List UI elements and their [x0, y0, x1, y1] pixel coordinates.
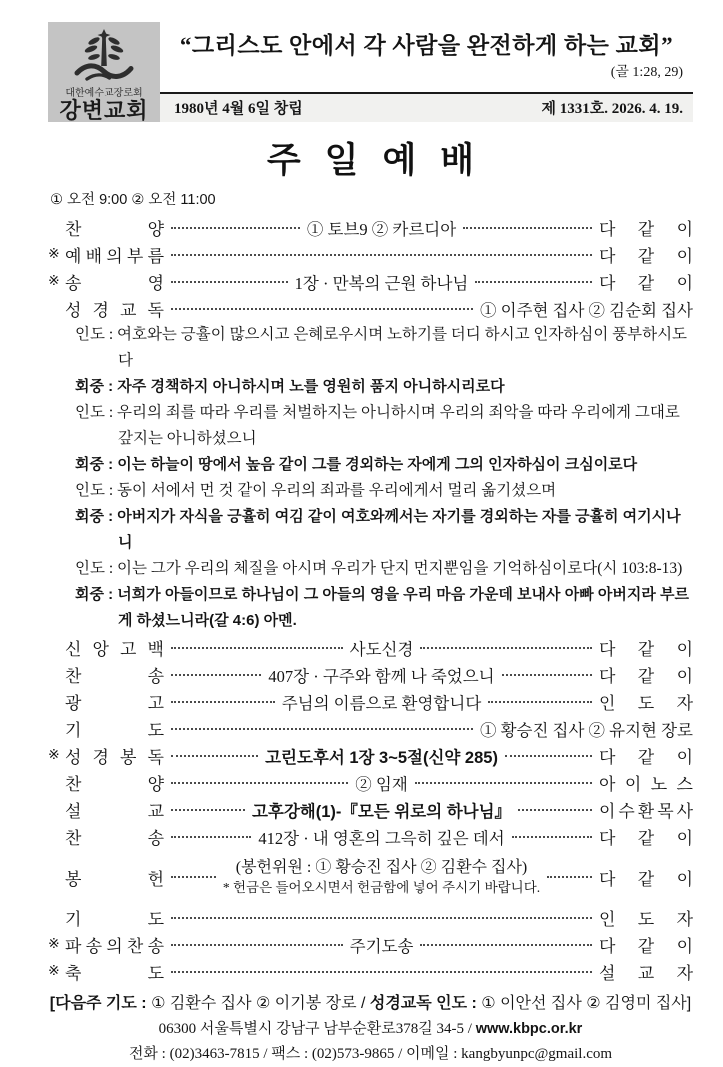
char: 기: [65, 910, 82, 929]
row-center: 주기도송: [349, 936, 414, 956]
char: 다: [599, 667, 616, 686]
char: 교: [147, 802, 164, 821]
char: 찬: [126, 937, 144, 956]
order-row: [48, 295, 693, 322]
dotted-leader: [518, 809, 592, 811]
row-label: [65, 865, 164, 890]
char: 이: [676, 247, 693, 266]
dotted-leader: [171, 254, 592, 256]
char: 설: [65, 802, 82, 821]
char: 도: [147, 721, 164, 740]
char: 송: [147, 937, 164, 956]
char: 도: [637, 694, 655, 713]
char: 이: [624, 775, 642, 794]
church-name: 강변교회: [59, 98, 149, 123]
reading-line-leader: 인도 : 여호와는 긍휼이 많으시고 은혜로우시며 노하기를 더디 하시고 인자하심이 풍부하시도다: [75, 326, 688, 369]
order-row: [48, 742, 693, 769]
next-week-note: [48, 990, 693, 1013]
char: 찬: [65, 829, 82, 848]
char: 봉: [65, 869, 82, 889]
row-label: [65, 932, 164, 957]
tree-waves-icon: [73, 28, 135, 82]
reading-line-congregation: 회중 : 너희가 아들이므로 하나님이 그 아들의 영을 우리 마음 가운데 보내사 아빠 아버지라 부르게 하셨느니라(갈 4:6) 아멘.: [75, 586, 689, 629]
row-label: [65, 797, 164, 822]
char: 이: [676, 220, 694, 239]
row-center: ② 임재: [355, 774, 408, 794]
char: 이: [676, 829, 694, 848]
char: 양: [147, 220, 164, 239]
char: 름: [147, 247, 164, 266]
char: 고: [120, 640, 137, 659]
row-center: 사도신경: [349, 639, 414, 659]
header: [48, 22, 693, 122]
char: 봉: [120, 748, 137, 767]
dotted-leader: [171, 647, 343, 649]
row-label: [65, 959, 164, 984]
char: 경: [92, 748, 109, 767]
char: 인: [599, 694, 616, 713]
char: 의: [106, 937, 123, 956]
char: 수: [618, 802, 635, 821]
char: 교: [120, 301, 137, 320]
row-label: [65, 269, 164, 294]
char: 독: [147, 748, 164, 767]
row-center: [223, 857, 540, 897]
order-row: [48, 634, 693, 661]
char: 이: [676, 869, 693, 889]
order-of-worship: [48, 214, 693, 985]
row-center: 주님의 이름으로 환영합니다: [281, 693, 482, 713]
char: 경: [92, 301, 109, 320]
row-label: [65, 770, 164, 795]
next-week-value: ① 김환수 집사 ② 이기봉 장로 /: [151, 995, 370, 1012]
dotted-leader: [171, 944, 343, 946]
char: 다: [599, 748, 616, 767]
char: 광: [65, 694, 82, 713]
dotted-leader: [415, 782, 592, 784]
char: 인: [599, 910, 616, 929]
header-info-bar: [160, 92, 693, 122]
char: 사: [676, 802, 694, 821]
row-right: [599, 797, 693, 822]
reading-line-leader: 인도 : 우리의 죄를 따라 우리를 처벌하지는 아니하시며 우리의 죄악을 따라 우리에게 그대로 갚지는 아니하셨으니: [75, 404, 680, 447]
header-right: [160, 22, 693, 122]
char: 백: [147, 640, 164, 659]
order-row: [48, 241, 693, 268]
char: 송: [147, 829, 164, 848]
asterisk-mark: ※: [48, 274, 60, 289]
char: 노: [650, 775, 668, 794]
char: 성: [65, 748, 82, 767]
asterisk-mark: ※: [48, 748, 60, 763]
dotted-leader: [547, 876, 592, 878]
char: 찬: [65, 667, 82, 686]
char: 도: [637, 910, 655, 929]
row-label: [65, 716, 164, 741]
dotted-leader: [171, 876, 216, 878]
dotted-leader: [512, 836, 592, 838]
row-right: [599, 824, 693, 849]
row-right: [599, 865, 693, 890]
offering-instruction: * 헌금은 들어오시면서 헌금함에 넣어 주시기 바랍니다.: [222, 879, 541, 895]
char: 자: [676, 964, 693, 983]
dotted-leader: [502, 674, 592, 676]
row-label: [65, 635, 164, 660]
char: 같: [637, 748, 655, 767]
char: 이: [676, 937, 694, 956]
char: 이: [676, 274, 694, 293]
char: 같: [637, 829, 655, 848]
char: 파: [65, 937, 82, 956]
char: 같: [637, 247, 655, 266]
row-right: [599, 905, 693, 930]
dotted-leader: [171, 782, 348, 784]
char: 설: [599, 964, 616, 983]
reading-line-leader: 인도 : 이는 그가 우리의 체질을 아시며 우리가 단지 먼지뿐임을 기억하심이로다(시 103:8-13): [75, 560, 683, 577]
dotted-leader: [171, 227, 300, 229]
char: 찬: [65, 775, 82, 794]
char: 다: [599, 640, 616, 659]
founded-date: 1980년 4월 6일 창립: [174, 101, 303, 117]
asterisk-mark: ※: [48, 247, 60, 262]
row-right: [599, 932, 693, 957]
row-center: 407장 · 구주와 함께 나 죽었으니: [268, 666, 495, 686]
char: 송: [85, 937, 103, 956]
char: 송: [147, 667, 164, 686]
next-week-label: [다음주 기도 :: [49, 995, 152, 1012]
dotted-leader: [488, 701, 592, 703]
row-label: [65, 215, 164, 240]
address-text: 06300 서울특별시 강남구 남부순환로378길 34-5 /: [158, 1021, 476, 1037]
row-label: [65, 905, 164, 930]
order-row: [48, 796, 693, 823]
website-url: www.kbpc.or.kr: [475, 1021, 583, 1037]
order-row: [48, 715, 693, 742]
char: 고: [147, 694, 164, 713]
issue-number: 제 1331호. 2026. 4. 19.: [541, 101, 683, 117]
dotted-leader: [420, 647, 592, 649]
char: 스: [676, 775, 693, 794]
row-label: [65, 824, 164, 849]
row-label: [65, 662, 164, 687]
char: 같: [637, 220, 655, 239]
dotted-leader: [171, 701, 275, 703]
dotted-leader: [171, 674, 261, 676]
char: 같: [637, 640, 655, 659]
row-label: [65, 242, 164, 267]
char: 찬: [65, 220, 82, 239]
next-week-value: ① 이안선 집사 ② 김영미 집사]: [481, 995, 692, 1012]
char: 이: [676, 748, 694, 767]
row-label: [65, 743, 164, 768]
row-right: [599, 269, 693, 294]
char: 이: [676, 640, 694, 659]
dotted-leader: [505, 755, 592, 757]
row-right: [599, 743, 693, 768]
asterisk-mark: ※: [48, 964, 60, 979]
row-center: 고린도후서 1장 3~5절(신약 285): [265, 748, 498, 767]
order-row: [48, 823, 693, 850]
char: 송: [65, 274, 82, 293]
char: 도: [147, 964, 164, 983]
char: 도: [147, 910, 164, 929]
char: 자: [676, 910, 693, 929]
dotted-leader: [171, 809, 245, 811]
row-label: [65, 689, 164, 714]
denomination-label: 대한예수교장로회: [65, 88, 143, 99]
next-week-label: 성경교독 인도 :: [369, 995, 482, 1012]
dotted-leader: [171, 836, 251, 838]
reading-line-congregation: 회중 : 이는 하늘이 땅에서 높음 같이 그를 경외하는 자에게 그의 인자하심이 크심이로다: [75, 456, 638, 473]
char: 성: [65, 301, 82, 320]
church-logo: [48, 22, 160, 122]
char: 부: [126, 247, 144, 266]
char: 기: [65, 721, 82, 740]
char: 목: [657, 802, 674, 821]
dotted-leader: [463, 227, 592, 229]
char: 아: [599, 775, 616, 794]
row-right: ① 황승진 집사 ② 유지현 장로: [479, 720, 693, 740]
row-center: 412장 · 내 영혼의 그윽히 깊은 데서: [258, 828, 505, 848]
char: 의: [106, 247, 123, 266]
reading-line-congregation: 회중 : 아버지가 자식을 긍휼히 여김 같이 여호와께서는 자기를 경외하는 자를 긍휼히 여기시나니: [75, 508, 681, 551]
char: 양: [147, 775, 164, 794]
order-row: [48, 931, 693, 958]
dotted-leader: [171, 281, 288, 283]
order-row: [48, 904, 693, 931]
char: 다: [599, 829, 616, 848]
reading-line-congregation: 회중 : 자주 경책하지 아니하시며 노를 영원히 품지 아니하시리로다: [75, 378, 505, 395]
row-center: 고후강해(1)-『모든 위로의 하나님』: [251, 802, 512, 821]
row-label: [65, 296, 164, 321]
footer: [48, 1017, 693, 1067]
char: 다: [599, 220, 616, 239]
dotted-leader: [171, 728, 473, 730]
reading-line-leader: 인도 : 동이 서에서 먼 것 같이 우리의 죄과를 우리에게서 멀리 옮기셨으며: [75, 482, 557, 499]
dotted-leader: [171, 308, 473, 310]
char: 다: [599, 937, 616, 956]
row-center: 1장 · 만복의 근원 하나님: [294, 273, 469, 293]
row-right: [599, 242, 693, 267]
order-row: [48, 268, 693, 295]
row-right: [599, 689, 693, 714]
char: 다: [599, 247, 616, 266]
char: 다: [599, 274, 616, 293]
footer-contact: 전화 : (02)3463-7815 / 팩스 : (02)573-9865 / 이메일 : kangbyunpc@gmail.com: [128, 1046, 613, 1062]
dotted-leader: [171, 755, 258, 757]
char: 환: [637, 802, 655, 821]
char: 같: [637, 937, 655, 956]
order-row: [48, 688, 693, 715]
page-title: 주일예배: [266, 141, 499, 180]
row-right: [599, 662, 693, 687]
dotted-leader: [420, 944, 592, 946]
dotted-leader: [171, 971, 592, 973]
offering-committee: (봉헌위원 : ① 황승진 집사 ② 김환수 집사): [235, 859, 528, 877]
char: 앙: [92, 640, 109, 659]
char: 헌: [147, 869, 164, 889]
motto-reference: (골 1:28, 29): [610, 65, 683, 80]
char: 예: [65, 247, 82, 266]
asterisk-mark: ※: [48, 937, 60, 952]
char: 교: [637, 964, 655, 983]
char: 독: [147, 301, 164, 320]
char: 축: [65, 964, 82, 983]
row-center: ① 토브9 ② 카르디아: [306, 219, 457, 239]
char: 이: [599, 802, 616, 821]
char: 이: [676, 667, 694, 686]
row-right: ① 이주현 집사 ② 김순회 집사: [479, 300, 693, 320]
char: 같: [637, 667, 655, 686]
row-right: [599, 959, 693, 984]
order-row: [48, 958, 693, 985]
dotted-leader: [475, 281, 592, 283]
char: 같: [637, 274, 655, 293]
service-times: ① 오전 9:00 ② 오전 11:00: [50, 192, 216, 208]
char: 신: [65, 640, 82, 659]
order-row: [48, 661, 693, 688]
dotted-leader: [171, 917, 592, 919]
row-right: [599, 635, 693, 660]
char: 다: [599, 869, 616, 889]
row-right: [599, 770, 693, 795]
church-motto: “그리스도 안에서 각 사람을 완전하게 하는 교회”: [179, 33, 674, 58]
order-row: [48, 769, 693, 796]
char: 같: [637, 869, 655, 889]
char: 자: [676, 694, 693, 713]
order-row: [48, 214, 693, 241]
footer-address: [48, 1017, 693, 1042]
row-right: [599, 215, 693, 240]
char: 배: [85, 247, 103, 266]
char: 영: [147, 274, 164, 293]
order-row: [48, 850, 693, 904]
